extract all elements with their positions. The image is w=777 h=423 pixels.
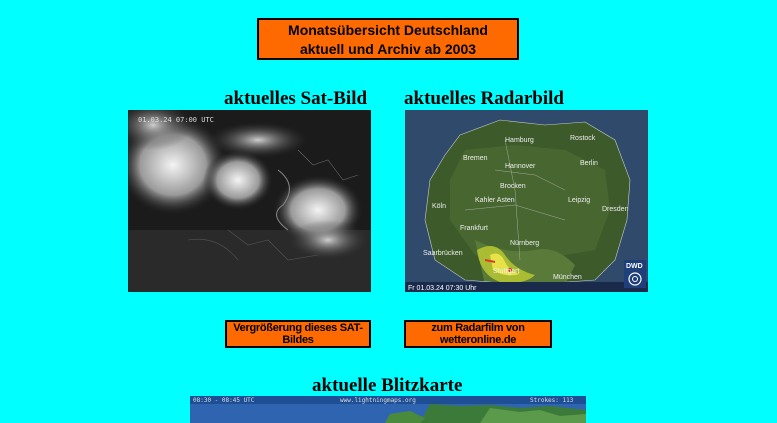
city-label: Leipzig [568, 197, 591, 204]
city-label: Dresden [602, 206, 629, 213]
city-label: Brocken [500, 183, 526, 190]
lightning-map-image[interactable] [190, 396, 586, 423]
radar-timestamp: Fr 01.03.24 07:30 Uhr [408, 285, 477, 292]
dwd-logo-text: DWD [626, 263, 643, 270]
radar-heading: aktuelles Radarbild [404, 88, 564, 109]
city-label: Rostock [570, 135, 596, 142]
city-label: Stuttgart [493, 268, 520, 275]
satellite-image-graphic [128, 110, 371, 292]
lightning-heading: aktuelle Blitzkarte [312, 375, 463, 396]
radar-image[interactable] [405, 110, 648, 292]
city-label: Köln [432, 203, 447, 210]
sat-enlarge-button[interactable]: Vergrößerung dieses SAT-Bildes [225, 320, 371, 348]
city-label: Nürnberg [510, 240, 540, 247]
archive-banner-link[interactable] [257, 18, 519, 60]
lightning-url: www.lightningmaps.org [340, 397, 416, 404]
sat-timestamp: 01.03.24 07:00 UTC [138, 116, 214, 124]
banner-line-2: aktuell und Archiv ab 2003 [299, 41, 477, 57]
sat-heading: aktuelles Sat-Bild [224, 88, 368, 109]
radar-map-graphic [405, 110, 648, 292]
satellite-image[interactable] [128, 110, 371, 292]
radar-film-button[interactable]: zum Radarfilm von wetteronline.de [404, 320, 552, 348]
city-label: Hamburg [505, 137, 534, 144]
lightning-map-graphic [190, 396, 586, 423]
lightning-strokes: Strokes: 113 [530, 397, 574, 404]
city-label: München [553, 274, 582, 281]
city-label: Berlin [580, 160, 598, 167]
city-label: Bremen [463, 155, 488, 162]
city-label: Frankfurt [460, 225, 489, 232]
city-label: Saarbrücken [423, 250, 463, 257]
city-label: Kahler Asten [475, 197, 515, 204]
city-label: Hannover [505, 163, 536, 170]
banner-line-1: Monatsübersicht Deutschland [288, 22, 488, 38]
lightning-time: 08:30 - 08:45 UTC [193, 397, 255, 404]
